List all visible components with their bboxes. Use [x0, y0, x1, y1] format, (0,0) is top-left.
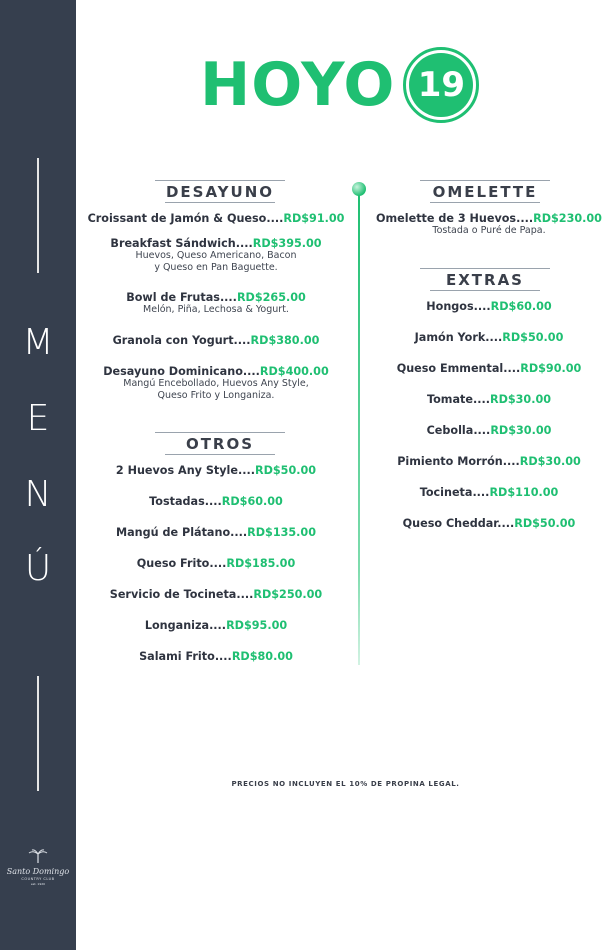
menu-item — [76, 619, 356, 632]
item-dots: .... — [209, 619, 227, 632]
menu-item — [76, 291, 356, 316]
club-logo-subtitle: COUNTRY CLUB — [21, 877, 55, 881]
item-dots: .... — [502, 455, 520, 468]
menu-item — [365, 393, 613, 406]
item-dots: .... — [219, 291, 237, 304]
brand-name: HOYO — [200, 50, 396, 120]
golf-ball-icon — [403, 47, 479, 123]
item-name: Breakfast Sándwich — [110, 237, 236, 250]
item-name: Hongos — [426, 300, 474, 313]
item-price: RD$60.00 — [490, 300, 552, 313]
menu-item — [365, 424, 613, 437]
sidebar — [0, 0, 76, 950]
sidebar-top-line — [37, 158, 39, 273]
item-price: RD$95.00 — [226, 619, 288, 632]
menu-item — [76, 526, 356, 539]
item-name: Queso Cheddar — [402, 517, 498, 530]
item-description: Melón, Piña, Lechosa & Yogurt. — [143, 304, 289, 315]
item-dots: .... — [472, 393, 490, 406]
item-dots: .... — [473, 300, 491, 313]
menu-letter-m: M — [22, 322, 54, 363]
item-dots: .... — [236, 588, 254, 601]
menu-item — [365, 362, 613, 375]
menu-item — [76, 334, 356, 347]
section-omelette-heading — [420, 180, 550, 203]
menu-letter-u: Ú — [24, 548, 52, 589]
club-logo-script: Santo Domingo — [6, 867, 70, 876]
item-price: RD$110.00 — [489, 486, 559, 499]
item-dots: .... — [473, 424, 491, 437]
sidebar-bottom-line — [37, 676, 39, 791]
tip-disclaimer: PRECIOS NO INCLUYEN EL 10% DE PROPINA LEGAL. — [231, 780, 460, 788]
item-name: Cebolla — [426, 424, 474, 437]
menu-item — [76, 237, 356, 274]
club-logo — [6, 848, 70, 886]
column-divider — [358, 193, 360, 665]
menu-letter-e: E — [26, 398, 50, 439]
item-name: Tocineta — [419, 486, 473, 499]
item-name: Jamón York — [414, 331, 486, 344]
item-name: Queso Emmental — [396, 362, 504, 375]
item-name: Salami Frito — [139, 650, 215, 663]
item-dots: .... — [237, 464, 255, 477]
menu-item — [365, 212, 613, 237]
item-price: RD$250.00 — [253, 588, 323, 601]
item-price: RD$230.00 — [533, 212, 602, 225]
item-description: Huevos, Queso Americano, Bacon — [135, 250, 297, 261]
menu-item — [76, 588, 356, 601]
menu-item — [76, 495, 356, 508]
item-dots: .... — [235, 237, 253, 250]
menu-item — [365, 486, 613, 499]
item-dots: .... — [242, 365, 260, 378]
item-description: Tostada o Puré de Papa. — [432, 225, 546, 236]
item-name: 2 Huevos Any Style — [115, 464, 238, 477]
item-dots: .... — [233, 334, 251, 347]
section-desayuno-heading — [155, 180, 285, 203]
item-price: RD$265.00 — [236, 291, 306, 304]
palm-tree-icon — [28, 849, 48, 863]
item-price: RD$60.00 — [221, 495, 283, 508]
section-title: DESAYUNO — [165, 183, 275, 201]
item-price: RD$400.00 — [259, 365, 329, 378]
item-price: RD$50.00 — [254, 464, 317, 477]
item-price: RD$30.00 — [490, 424, 552, 437]
section-title: OMELETTE — [432, 183, 538, 201]
item-dots: .... — [214, 650, 232, 663]
item-dots: .... — [497, 517, 515, 530]
item-description: Mangú Encebollado, Huevos Any Style, — [123, 378, 309, 389]
item-dots: .... — [209, 557, 227, 570]
menu-item — [365, 517, 613, 530]
item-dots: .... — [472, 486, 490, 499]
item-name: Mangú de Plátano — [116, 526, 231, 539]
item-name: Queso Frito — [136, 557, 210, 570]
item-name: Tomate — [426, 393, 473, 406]
item-dots: .... — [230, 526, 248, 539]
section-title: EXTRAS — [445, 271, 524, 289]
menu-item — [76, 464, 356, 477]
item-name: Bowl de Frutas — [126, 291, 220, 304]
item-price: RD$395.00 — [252, 237, 322, 250]
section-title: OTROS — [185, 435, 255, 453]
item-price: RD$185.00 — [226, 557, 296, 570]
item-dots: .... — [204, 495, 222, 508]
item-description: y Queso en Pan Baguette. — [154, 262, 278, 273]
item-price: RD$135.00 — [247, 526, 316, 539]
item-name: Omelette de 3 Huevos — [376, 212, 517, 225]
menu-item — [76, 650, 356, 663]
divider-ball-icon — [352, 182, 366, 196]
item-name: Longaniza — [144, 619, 210, 632]
item-price: RD$80.00 — [231, 650, 293, 663]
item-name: Desayuno Dominicano — [103, 365, 243, 378]
item-price: RD$30.00 — [519, 455, 581, 468]
section-extras-heading — [420, 268, 550, 291]
item-description: Queso Frito y Longaniza. — [157, 390, 275, 401]
section-otros-heading — [155, 432, 285, 455]
club-logo-est: est. 1920 — [30, 882, 46, 886]
item-dots: .... — [516, 212, 534, 225]
menu-item — [76, 557, 356, 570]
menu-item — [365, 331, 613, 344]
menu-item — [365, 300, 613, 313]
menu-item — [76, 365, 356, 402]
brand-logo — [200, 44, 479, 126]
item-name: Granola con Yogurt — [112, 334, 234, 347]
item-name: Pimiento Morrón — [397, 455, 503, 468]
menu-letter-n: N — [24, 474, 52, 515]
item-price: RD$50.00 — [514, 517, 576, 530]
item-price: RD$50.00 — [502, 331, 564, 344]
menu-item — [365, 455, 613, 468]
brand-number: 19 — [409, 53, 473, 117]
item-name: Servicio de Tocineta — [109, 588, 237, 601]
item-name: Tostadas — [149, 495, 205, 508]
menu-item — [76, 212, 356, 225]
item-price: RD$90.00 — [520, 362, 582, 375]
item-price: RD$91.00 — [283, 212, 345, 225]
item-price: RD$30.00 — [489, 393, 552, 406]
item-dots: .... — [503, 362, 521, 375]
item-price: RD$380.00 — [250, 334, 320, 347]
item-name: Croissant de Jamón & Queso — [87, 212, 267, 225]
item-dots: .... — [266, 212, 284, 225]
item-dots: .... — [485, 331, 503, 344]
